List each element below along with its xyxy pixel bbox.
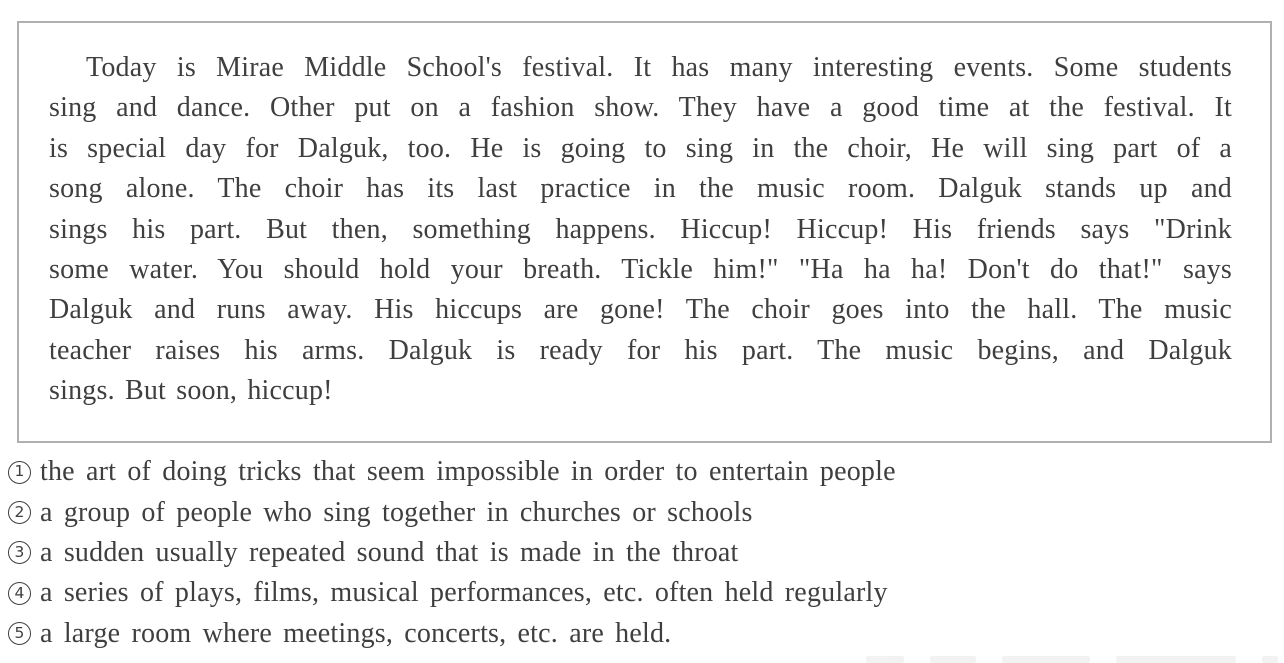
option-number: 1 <box>14 462 25 481</box>
option-text: a large room where meetings, concerts, etc. are held. <box>40 617 672 649</box>
answer-option-3[interactable] <box>8 533 1274 573</box>
passage-line: some water. You should hold your breath. Tickle him!" "Ha ha ha! Don't do that!" says <box>49 254 1232 286</box>
answer-option-5[interactable] <box>8 614 1274 654</box>
passage-line: sings. But soon, hiccup! <box>49 375 333 407</box>
answer-option-2[interactable] <box>8 492 1274 532</box>
option-text: a series of plays, films, musical performances, etc. often held regularly <box>40 577 888 609</box>
option-text: a sudden usually repeated sound that is made in the throat <box>40 536 739 568</box>
circled-number-3-icon <box>8 541 31 564</box>
faint-cutoff-print-marks <box>866 656 1278 663</box>
answer-option-1[interactable] <box>8 452 1274 492</box>
option-number: 4 <box>14 583 25 602</box>
answer-option-4[interactable] <box>8 573 1274 613</box>
option-text: the art of doing tricks that seem impossible in order to entertain people <box>40 456 896 488</box>
reading-passage-box <box>17 21 1272 443</box>
circled-number-5-icon <box>8 622 31 645</box>
option-number: 2 <box>14 502 25 521</box>
answer-options-list <box>8 452 1274 654</box>
option-number: 3 <box>14 543 25 562</box>
passage-line: Today is Mirae Middle School's festival. It has many interesting events. Some students <box>86 52 1232 83</box>
circled-number-1-icon <box>8 461 31 484</box>
passage-line: teacher raises his arms. Dalguk is ready for his part. The music begins, and Dalguk <box>49 334 1232 366</box>
passage-line: sing and dance. Other put on a fashion show. They have a good time at the festival. It <box>49 92 1232 124</box>
passage-line: sings his part. But then, something happens. Hiccup! Hiccup! His friends says "Drink <box>49 213 1232 245</box>
passage-line: song alone. The choir has its last practice in the music room. Dalguk stands up and <box>49 173 1232 205</box>
circled-number-2-icon <box>8 501 31 524</box>
option-number: 5 <box>14 624 25 642</box>
passage-line: is special day for Dalguk, too. He is going to sing in the choir, He will sing part of a <box>49 132 1232 164</box>
circled-number-4-icon <box>8 582 31 605</box>
passage-line: Dalguk and runs away. His hiccups are gone! The choir goes into the hall. The music <box>49 294 1232 326</box>
option-text: a group of people who sing together in churches or schools <box>40 496 753 528</box>
